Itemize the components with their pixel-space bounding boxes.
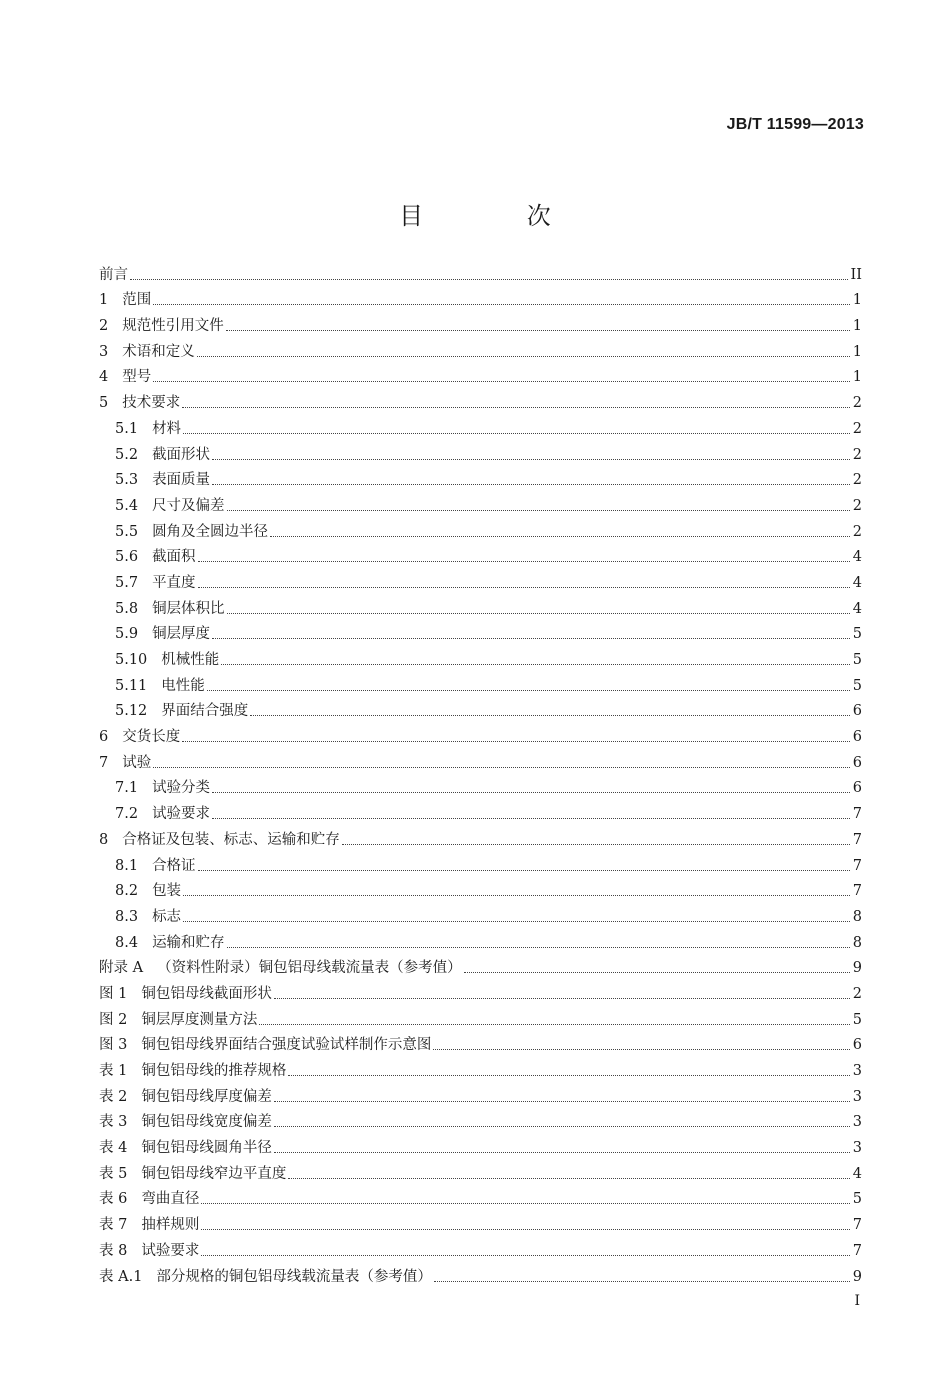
toc-entry-page: 4 — [852, 600, 862, 617]
toc-entry-page: 4 — [852, 549, 862, 566]
toc-entry-title: 试验要求 — [141, 1242, 200, 1259]
toc-entry[interactable] — [99, 850, 862, 876]
toc-entry-title: 术语和定义 — [122, 343, 195, 360]
toc-entry[interactable] — [99, 824, 862, 850]
toc-entry-title: 截面积 — [152, 549, 196, 566]
toc-leader-dots — [259, 1024, 849, 1025]
toc-entry[interactable] — [99, 1235, 862, 1261]
toc-leader-dots — [226, 330, 850, 331]
toc-entry-title: 铜层厚度测量方法 — [141, 1011, 258, 1028]
toc-entry-title: 抽样规则 — [141, 1217, 200, 1234]
toc-entry-number: 附录 A — [99, 960, 144, 977]
toc-entry-title: 部分规格的铜包铝母线载流量表（参考值） — [156, 1268, 432, 1285]
toc-entry-title: 铜包铝母线截面形状 — [141, 985, 272, 1002]
toc-entry-title: 界面结合强度 — [161, 703, 249, 720]
toc-leader-dots — [288, 1178, 849, 1179]
toc-entry[interactable] — [99, 336, 862, 362]
toc-entry[interactable] — [99, 1107, 862, 1133]
toc-entry-page: 2 — [852, 523, 862, 540]
toc-leader-dots — [274, 1126, 850, 1127]
toc-entry-page: 5 — [852, 677, 862, 694]
toc-leader-dots — [434, 1281, 850, 1282]
toc-entry-page: 6 — [852, 1037, 862, 1054]
page-number: I — [854, 1293, 860, 1309]
toc-entry-title: 表面质量 — [152, 472, 211, 489]
toc-entry-title: 范围 — [122, 292, 152, 309]
toc-leader-dots — [274, 1101, 850, 1102]
toc-entry[interactable] — [99, 1004, 862, 1030]
toc-entry-title: 交货长度 — [122, 729, 181, 746]
toc-entry-title: 合格证 — [152, 857, 196, 874]
toc-entry-page: 7 — [852, 857, 862, 874]
toc-entry-number: 8.4 — [115, 934, 139, 951]
toc-entry[interactable] — [99, 387, 862, 413]
toc-entry-number: 表 3 — [99, 1114, 128, 1131]
toc-leader-dots — [198, 561, 850, 562]
toc-entry[interactable] — [99, 1209, 862, 1235]
toc-leader-dots — [201, 1203, 849, 1204]
toc-leader-dots — [227, 613, 850, 614]
toc-leader-dots — [182, 741, 850, 742]
toc-entry[interactable] — [99, 567, 862, 593]
toc-entry-page: 4 — [852, 1165, 862, 1182]
toc-entry-number: 5.7 — [115, 574, 139, 591]
toc-entry[interactable] — [99, 798, 862, 824]
toc-entry-title: 铜层体积比 — [152, 600, 225, 617]
toc-entry-number: 5.12 — [115, 703, 148, 720]
toc-entry-title: 尺寸及偏差 — [152, 497, 225, 514]
toc-entry-number: 1 — [99, 292, 109, 309]
toc-entry-page: II — [850, 266, 862, 283]
toc-entry-number: 3 — [99, 343, 109, 360]
toc-entry-title: 包装 — [152, 883, 182, 900]
toc-leader-dots — [342, 844, 850, 845]
toc-entry[interactable] — [99, 1055, 862, 1081]
toc-leader-dots — [274, 1152, 850, 1153]
toc-entry-title: 材料 — [152, 420, 182, 437]
toc-leader-dots — [198, 587, 850, 588]
toc-entry-page: 9 — [852, 1268, 862, 1285]
toc-entry-title: 运输和贮存 — [152, 934, 225, 951]
toc-entry-page: 5 — [852, 652, 862, 668]
toc-entry-page: 7 — [852, 806, 862, 823]
toc-entry[interactable] — [99, 465, 862, 491]
toc-entry-title: （资料性附录）铜包铝母线载流量表（参考值） — [157, 960, 462, 977]
toc-entry-title: 铜包铝母线的推荐规格 — [141, 1063, 287, 1079]
toc-entry-number: 6 — [99, 729, 109, 746]
toc-entry-page: 6 — [852, 754, 862, 771]
toc-leader-dots — [201, 1255, 849, 1256]
toc-entry-number: 表 A.1 — [99, 1268, 143, 1285]
toc-entry-title: 铜层厚度 — [152, 626, 211, 643]
toc-entry[interactable] — [99, 542, 862, 568]
toc-entry-number: 4 — [99, 369, 109, 386]
toc-entry-title: 合格证及包装、标志、运输和贮存 — [122, 831, 340, 848]
table-of-contents — [99, 259, 862, 1287]
toc-entry-page: 2 — [852, 497, 862, 514]
toc-entry-page: 3 — [852, 1114, 862, 1131]
toc-entry-page: 3 — [852, 1140, 862, 1157]
toc-leader-dots — [221, 664, 849, 665]
toc-entry[interactable] — [99, 721, 862, 747]
toc-entry-number: 表 2 — [99, 1088, 128, 1105]
toc-entry-title: 铜包铝母线厚度偏差 — [141, 1088, 272, 1105]
toc-leader-dots — [153, 767, 850, 768]
toc-leader-dots — [207, 690, 850, 691]
toc-entry-page: 7 — [852, 1242, 862, 1259]
toc-leader-dots — [183, 921, 850, 922]
toc-entry-page: 6 — [852, 780, 862, 797]
toc-entry-title: 弯曲直径 — [141, 1191, 200, 1208]
toc-entry-page: 5 — [852, 626, 862, 643]
toc-entry-page: 2 — [852, 420, 862, 437]
toc-leader-dots — [433, 1049, 849, 1050]
toc-entry-number: 5 — [99, 395, 109, 412]
toc-entry-number: 5.9 — [115, 626, 139, 643]
toc-entry-title: 试验分类 — [152, 780, 211, 797]
toc-leader-dots — [212, 792, 850, 793]
toc-entry-number: 图 2 — [99, 1011, 128, 1028]
toc-entry-page: 1 — [852, 369, 862, 386]
toc-leader-dots — [212, 818, 850, 819]
toc-leader-dots — [464, 972, 850, 973]
standard-number: JB/T 11599—2013 — [726, 116, 864, 133]
toc-entry-number: 8.3 — [115, 908, 139, 925]
toc-entry[interactable] — [99, 1184, 862, 1210]
toc-entry-number: 5.8 — [115, 600, 139, 617]
toc-entry-page: 1 — [852, 318, 862, 335]
toc-entry-page: 7 — [852, 831, 862, 848]
toc-entry-page: 3 — [852, 1063, 862, 1079]
toc-entry-title: 平直度 — [152, 574, 196, 591]
toc-leader-dots — [183, 895, 850, 896]
toc-entry-title: 试验 — [122, 754, 152, 771]
toc-entry-page: 7 — [852, 1217, 862, 1234]
toc-entry-page: 2 — [852, 985, 862, 1002]
toc-entry[interactable] — [99, 978, 862, 1004]
toc-entry-number: 5.6 — [115, 549, 139, 566]
toc-entry[interactable] — [99, 876, 862, 902]
toc-entry[interactable] — [99, 1081, 862, 1107]
toc-leader-dots — [153, 381, 850, 382]
toc-entry-title: 电性能 — [161, 677, 205, 694]
toc-entry[interactable] — [99, 619, 862, 645]
toc-entry-number: 5.10 — [115, 652, 148, 668]
toc-entry[interactable] — [99, 516, 862, 542]
toc-entry[interactable] — [99, 1132, 862, 1158]
toc-entry-number: 7.2 — [115, 806, 139, 823]
toc-entry-number: 表 6 — [99, 1191, 128, 1208]
toc-entry-number: 图 1 — [99, 985, 128, 1002]
toc-entry-title: 试验要求 — [152, 806, 211, 823]
toc-entry-page: 2 — [852, 395, 862, 412]
toc-entry-page: 7 — [852, 883, 862, 900]
toc-entry-number: 表 7 — [99, 1217, 128, 1234]
toc-entry-page: 6 — [852, 703, 862, 720]
toc-entry[interactable] — [99, 927, 862, 953]
toc-entry-number: 5.3 — [115, 472, 139, 489]
toc-entry[interactable] — [99, 1261, 862, 1287]
toc-entry-page: 2 — [852, 472, 862, 489]
toc-entry-title: 铜包铝母线界面结合强度试验试样制作示意图 — [141, 1037, 432, 1054]
toc-entry[interactable] — [99, 259, 862, 285]
toc-entry[interactable] — [99, 1030, 862, 1056]
toc-entry-page: 9 — [852, 960, 862, 977]
toc-entry[interactable] — [99, 490, 862, 516]
toc-entry-page: 3 — [852, 1088, 862, 1105]
toc-entry-number: 表 5 — [99, 1165, 128, 1182]
toc-leader-dots — [212, 638, 850, 639]
toc-entry-number: 2 — [99, 318, 109, 335]
toc-entry-number: 5.5 — [115, 523, 139, 540]
toc-leader-dots — [183, 433, 850, 434]
toc-entry-page: 4 — [852, 574, 862, 591]
toc-entry[interactable] — [99, 644, 862, 670]
toc-entry-page: 6 — [852, 729, 862, 746]
toc-entry[interactable] — [99, 413, 862, 439]
toc-entry[interactable] — [99, 362, 862, 388]
toc-entry-number: 5.4 — [115, 497, 139, 514]
toc-leader-dots — [212, 459, 850, 460]
toc-entry[interactable] — [99, 310, 862, 336]
toc-leader-dots — [182, 407, 850, 408]
toc-leader-dots — [250, 715, 849, 716]
toc-entry-page: 8 — [852, 934, 862, 951]
toc-leader-dots — [212, 484, 850, 485]
toc-entry-number: 表 4 — [99, 1140, 128, 1157]
toc-leader-dots — [198, 870, 850, 871]
toc-entry-page: 5 — [852, 1011, 862, 1028]
toc-entry[interactable] — [99, 696, 862, 722]
toc-entry-title: 规范性引用文件 — [122, 318, 224, 335]
toc-leader-dots — [270, 536, 850, 537]
toc-entry[interactable] — [99, 285, 862, 311]
toc-entry-title: 前言 — [99, 266, 128, 283]
toc-entry-page: 1 — [852, 343, 862, 360]
toc-entry-number: 表 1 — [99, 1063, 128, 1079]
toc-entry-title: 技术要求 — [122, 395, 181, 412]
toc-entry[interactable] — [99, 773, 862, 799]
toc-entry-number: 8 — [99, 831, 109, 848]
toc-entry-number: 7 — [99, 754, 109, 771]
toc-leader-dots — [201, 1229, 849, 1230]
toc-entry-title: 铜包铝母线宽度偏差 — [141, 1114, 272, 1131]
toc-entry[interactable] — [99, 953, 862, 979]
toc-entry-number: 表 8 — [99, 1242, 128, 1259]
toc-leader-dots — [227, 947, 850, 948]
page-title: 目 次 — [399, 202, 599, 230]
toc-entry-page: 2 — [852, 446, 862, 463]
toc-leader-dots — [197, 356, 850, 357]
toc-entry-number: 5.1 — [115, 420, 139, 437]
toc-entry-number: 8.2 — [115, 883, 139, 900]
toc-entry-page: 8 — [852, 908, 862, 925]
toc-entry-page: 1 — [852, 292, 862, 309]
toc-entry-page: 5 — [852, 1191, 862, 1208]
toc-entry-title: 标志 — [152, 908, 182, 925]
toc-entry[interactable] — [99, 747, 862, 773]
toc-entry-title: 铜包铝母线圆角半径 — [141, 1140, 272, 1157]
toc-entry-title: 截面形状 — [152, 446, 211, 463]
toc-entry-number: 7.1 — [115, 780, 139, 797]
toc-entry[interactable] — [99, 901, 862, 927]
toc-entry-number: 5.2 — [115, 446, 139, 463]
toc-entry-number: 8.1 — [115, 857, 139, 874]
toc-entry[interactable] — [99, 439, 862, 465]
toc-leader-dots — [130, 279, 848, 280]
toc-entry[interactable] — [99, 670, 862, 696]
toc-entry-title: 机械性能 — [161, 652, 220, 668]
toc-leader-dots — [274, 998, 850, 999]
toc-leader-dots — [288, 1075, 849, 1076]
toc-entry[interactable] — [99, 593, 862, 619]
toc-leader-dots — [227, 510, 850, 511]
toc-leader-dots — [153, 304, 850, 305]
toc-entry[interactable] — [99, 1158, 862, 1184]
toc-entry-title: 圆角及全圆边半径 — [152, 523, 269, 540]
toc-entry-title: 型号 — [122, 369, 152, 386]
toc-entry-number: 图 3 — [99, 1037, 128, 1054]
toc-entry-title: 铜包铝母线窄边平直度 — [141, 1165, 287, 1182]
toc-entry-number: 5.11 — [115, 677, 148, 694]
